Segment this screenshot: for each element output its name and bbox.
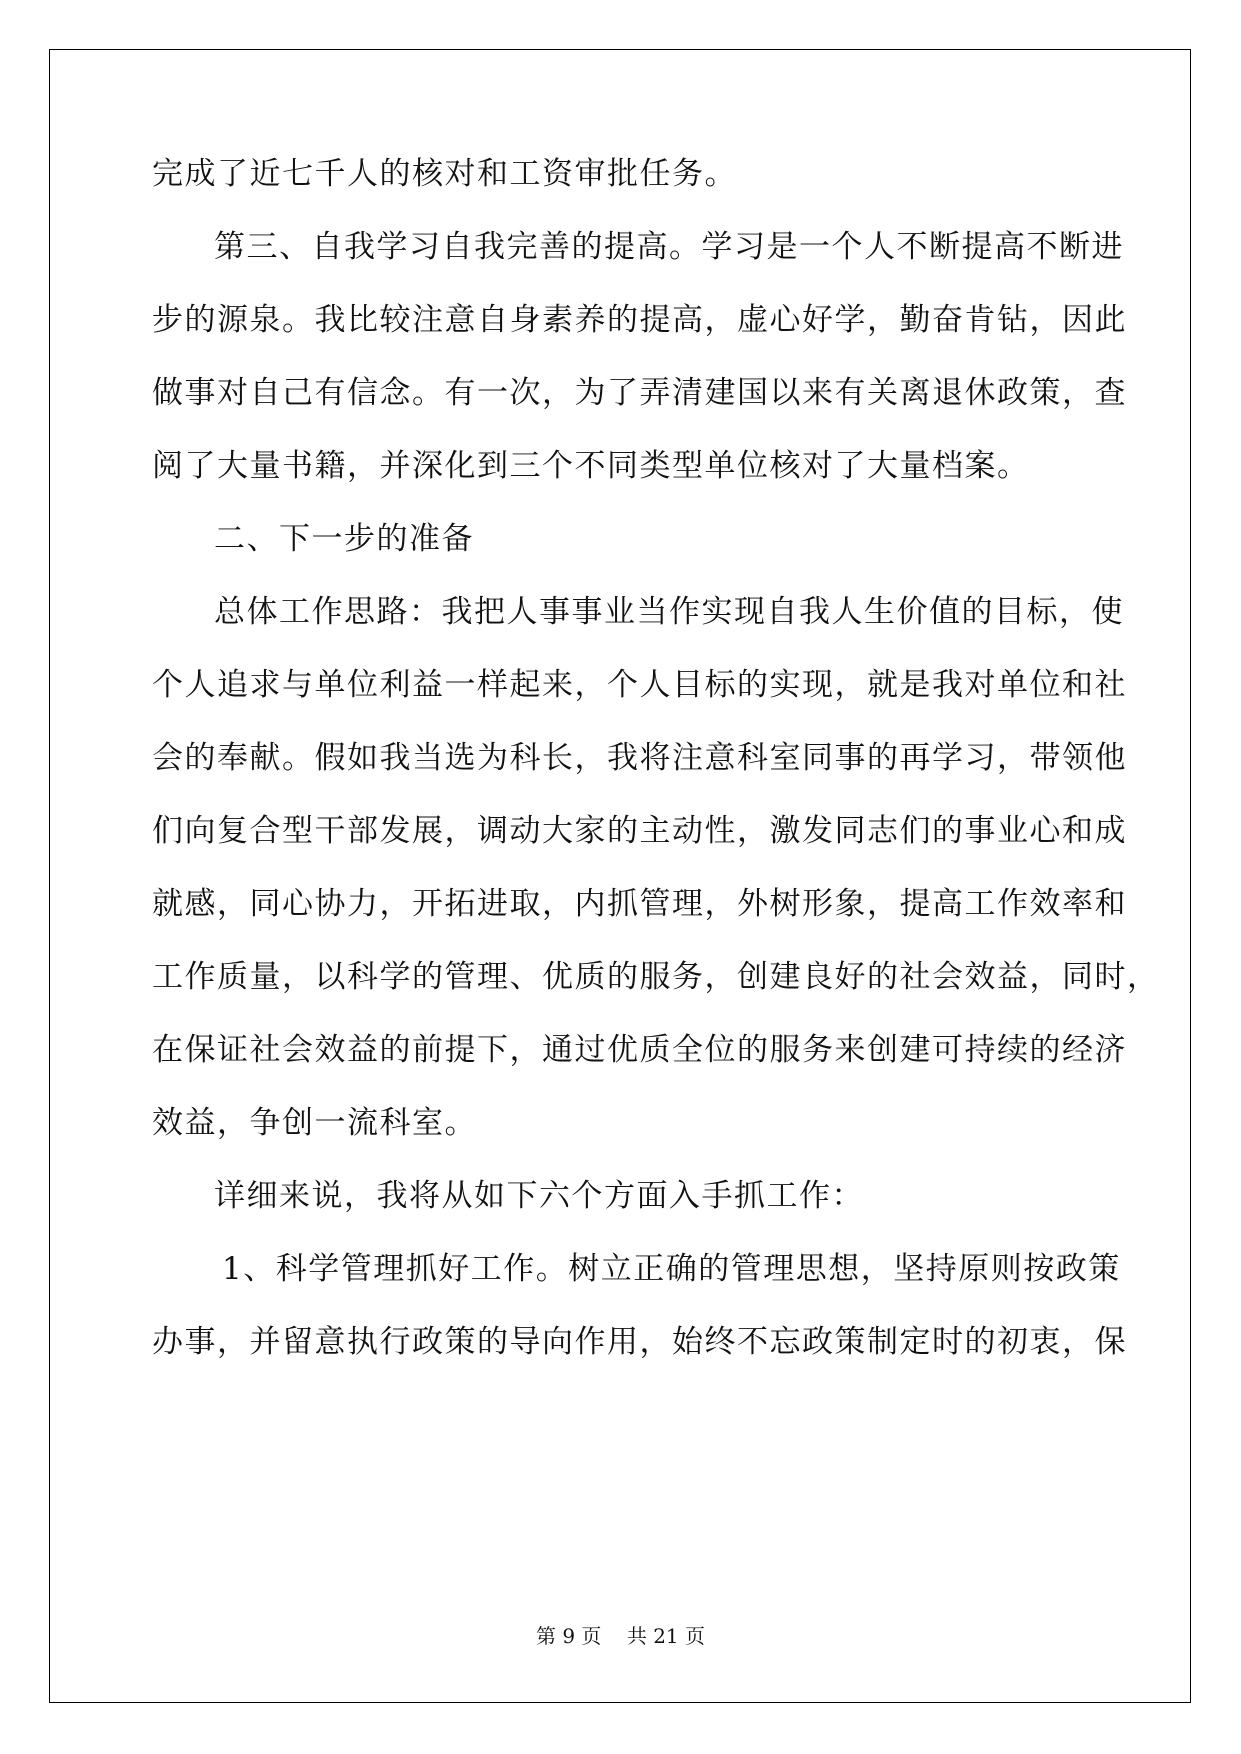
paragraph-line: 总体工作思路：我把人事事业当作实现自我人生价值的目标，使 <box>214 594 1124 630</box>
paragraph-line: 做事对自己有信念。有一次，为了弄清建国以来有关离退休政策，查 <box>152 375 1127 411</box>
paragraph-line: 详细来说，我将从如下六个方面入手抓工作： <box>214 1178 864 1214</box>
paragraph-line: 效益，争创一流科室。 <box>152 1105 477 1141</box>
paragraph-line: 完成了近七千人的核对和工资审批任务。 <box>152 156 737 192</box>
page-footer <box>0 1624 1241 1648</box>
paragraph-line: 阅了大量书籍，并深化到三个不同类型单位核对了大量档案。 <box>152 448 1030 484</box>
list-item-line: 1、科学管理抓好工作。树立正确的管理思想，坚持原则按政策 <box>222 1251 1121 1287</box>
paragraph-line: 个人追求与单位利益一样起来，个人目标的实现，就是我对单位和社 <box>152 667 1127 703</box>
page-number-label: 第 9 页 共 21 页 <box>535 1624 706 1648</box>
paragraph-line: 们向复合型干部发展，调动大家的主动性，激发同志们的事业心和成 <box>152 813 1127 849</box>
paragraph-line: 在保证社会效益的前提下，通过优质全位的服务来创建可持续的经济 <box>152 1032 1127 1068</box>
paragraph-line: 就感，同心协力，开拓进取，内抓管理，外树形象，提高工作效率和 <box>152 886 1127 922</box>
section-heading: 二、下一步的准备 <box>214 521 474 557</box>
paragraph-line: 工作质量，以科学的管理、优质的服务，创建良好的社会效益，同时， <box>152 959 1160 995</box>
paragraph-line: 会的奉献。假如我当选为科长，我将注意科室同事的再学习，带领他 <box>152 740 1127 776</box>
paragraph-line: 办事，并留意执行政策的导向作用，始终不忘政策制定时的初衷，保 <box>152 1324 1127 1360</box>
page-border <box>49 49 1191 1703</box>
paragraph-line: 第三、自我学习自我完善的提高。学习是一个人不断提高不断进 <box>214 229 1124 265</box>
paragraph-line: 步的源泉。我比较注意自身素养的提高，虚心好学，勤奋肯钻，因此 <box>152 302 1127 338</box>
